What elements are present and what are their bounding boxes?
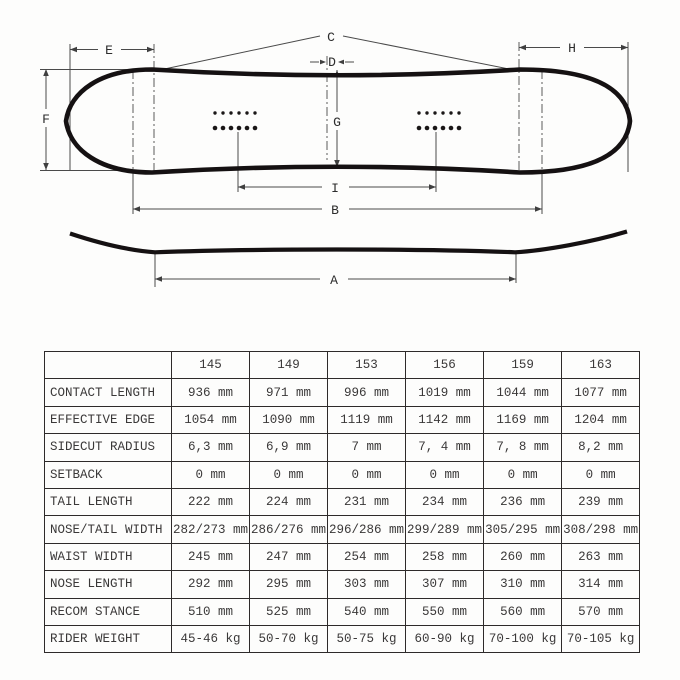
spec-row-label: NOSE/TAIL WIDTH (45, 516, 172, 543)
spec-value-cell: 254 mm (328, 543, 406, 570)
spec-value-cell: 7 mm (328, 434, 406, 461)
table-row (45, 488, 640, 515)
spec-value-cell: 292 mm (172, 571, 250, 598)
table-row (45, 434, 640, 461)
header-size-cell: 156 (406, 352, 484, 379)
header-size-cell: 145 (172, 352, 250, 379)
spec-value-cell: 247 mm (250, 543, 328, 570)
spec-value-cell: 231 mm (328, 488, 406, 515)
spec-value-cell: 263 mm (562, 543, 640, 570)
spec-value-cell: 286/276 mm (250, 516, 328, 543)
spec-value-cell: 0 mm (250, 461, 328, 488)
spec-value-cell: 45-46 kg (172, 625, 250, 652)
c-line-right (343, 36, 519, 71)
header-size-cell: 149 (250, 352, 328, 379)
spec-value-cell: 1169 mm (484, 406, 562, 433)
spec-value-cell: 0 mm (562, 461, 640, 488)
spec-value-cell: 7, 4 mm (406, 434, 484, 461)
dim-label-c: C (327, 30, 335, 45)
spec-value-cell: 222 mm (172, 488, 250, 515)
spec-value-cell: 70-105 kg (562, 625, 640, 652)
spec-value-cell: 260 mm (484, 543, 562, 570)
spec-table-body (45, 352, 640, 653)
f-arrow-up (43, 69, 49, 76)
spec-value-cell: 1077 mm (562, 379, 640, 406)
spec-value-cell: 525 mm (250, 598, 328, 625)
c-callout-lines (155, 36, 519, 71)
spec-row-label: EFFECTIVE EDGE (45, 406, 172, 433)
dim-label-i: I (331, 181, 339, 196)
board-side-profile (70, 232, 627, 253)
board-top-outline (66, 70, 630, 173)
a-arrow-left (155, 276, 162, 282)
spec-value-cell: 295 mm (250, 571, 328, 598)
spec-row-label: SETBACK (45, 461, 172, 488)
dim-label-d: D (328, 55, 336, 70)
dim-label-h: H (568, 41, 576, 56)
a-arrow-right (509, 276, 516, 282)
spec-table (44, 351, 640, 653)
spec-value-cell: 996 mm (328, 379, 406, 406)
spec-value-cell: 50-75 kg (328, 625, 406, 652)
spec-value-cell: 224 mm (250, 488, 328, 515)
spec-value-cell: 1090 mm (250, 406, 328, 433)
spec-value-cell: 314 mm (562, 571, 640, 598)
spec-value-cell: 7, 8 mm (484, 434, 562, 461)
table-header-row (45, 352, 640, 379)
insert-dots-left (213, 111, 258, 130)
dim-label-f: F (42, 112, 50, 127)
spec-value-cell: 296/286 mm (328, 516, 406, 543)
table-row (45, 516, 640, 543)
i-arrow-left (238, 184, 245, 190)
spec-row-label: SIDECUT RADIUS (45, 434, 172, 461)
d-arrow-right (338, 60, 344, 65)
header-size-cell: 159 (484, 352, 562, 379)
table-row (45, 379, 640, 406)
e-arrow-right (147, 47, 154, 53)
spec-value-cell: 0 mm (406, 461, 484, 488)
table-row (45, 625, 640, 652)
spec-value-cell: 1044 mm (484, 379, 562, 406)
spec-value-cell: 282/273 mm (172, 516, 250, 543)
f-arrow-down (43, 163, 49, 170)
header-size-cell: 153 (328, 352, 406, 379)
h-arrow-left (519, 45, 526, 51)
c-line-left (155, 36, 320, 71)
spec-value-cell: 305/295 mm (484, 516, 562, 543)
b-arrow-left (133, 206, 140, 212)
spec-value-cell: 310 mm (484, 571, 562, 598)
h-arrow-right (621, 45, 628, 51)
spec-value-cell: 236 mm (484, 488, 562, 515)
dim-label-g: G (333, 115, 341, 130)
spec-value-cell: 8,2 mm (562, 434, 640, 461)
spec-row-label: TAIL LENGTH (45, 488, 172, 515)
spec-value-cell: 971 mm (250, 379, 328, 406)
spec-value-cell: 1054 mm (172, 406, 250, 433)
table-row (45, 461, 640, 488)
insert-dots-right (417, 111, 462, 130)
header-corner-cell (45, 352, 172, 379)
spec-value-cell: 1142 mm (406, 406, 484, 433)
spec-value-cell: 510 mm (172, 598, 250, 625)
spec-value-cell: 70-100 kg (484, 625, 562, 652)
spec-value-cell: 0 mm (484, 461, 562, 488)
spec-value-cell: 60-90 kg (406, 625, 484, 652)
dim-label-e: E (105, 43, 113, 58)
spec-value-cell: 307 mm (406, 571, 484, 598)
spec-value-cell: 560 mm (484, 598, 562, 625)
spec-value-cell: 0 mm (172, 461, 250, 488)
spec-value-cell: 1119 mm (328, 406, 406, 433)
spec-value-cell: 540 mm (328, 598, 406, 625)
spec-value-cell: 1019 mm (406, 379, 484, 406)
dim-label-a: A (330, 273, 338, 288)
spec-value-cell: 550 mm (406, 598, 484, 625)
spec-row-label: RIDER WEIGHT (45, 625, 172, 652)
dimension-arrowheads (43, 45, 628, 282)
spec-value-cell: 1204 mm (562, 406, 640, 433)
spec-value-cell: 6,9 mm (250, 434, 328, 461)
dim-label-b: B (331, 203, 339, 218)
b-arrow-right (535, 206, 542, 212)
i-arrow-right (429, 184, 436, 190)
spec-row-label: RECOM STANCE (45, 598, 172, 625)
spec-value-cell: 570 mm (562, 598, 640, 625)
table-row (45, 598, 640, 625)
spec-value-cell: 239 mm (562, 488, 640, 515)
d-arrow-left (320, 60, 326, 65)
spec-value-cell: 936 mm (172, 379, 250, 406)
spec-value-cell: 245 mm (172, 543, 250, 570)
spec-row-label: WAIST WIDTH (45, 543, 172, 570)
spec-value-cell: 0 mm (328, 461, 406, 488)
table-row (45, 406, 640, 433)
spec-value-cell: 258 mm (406, 543, 484, 570)
spec-row-label: NOSE LENGTH (45, 571, 172, 598)
e-arrow-left (70, 47, 77, 53)
spec-row-label: CONTACT LENGTH (45, 379, 172, 406)
spec-value-cell: 50-70 kg (250, 625, 328, 652)
spec-value-cell: 303 mm (328, 571, 406, 598)
spec-value-cell: 6,3 mm (172, 434, 250, 461)
table-row (45, 543, 640, 570)
spec-value-cell: 308/298 mm (562, 516, 640, 543)
spec-value-cell: 299/289 mm (406, 516, 484, 543)
table-row (45, 571, 640, 598)
spec-value-cell: 234 mm (406, 488, 484, 515)
header-size-cell: 163 (562, 352, 640, 379)
